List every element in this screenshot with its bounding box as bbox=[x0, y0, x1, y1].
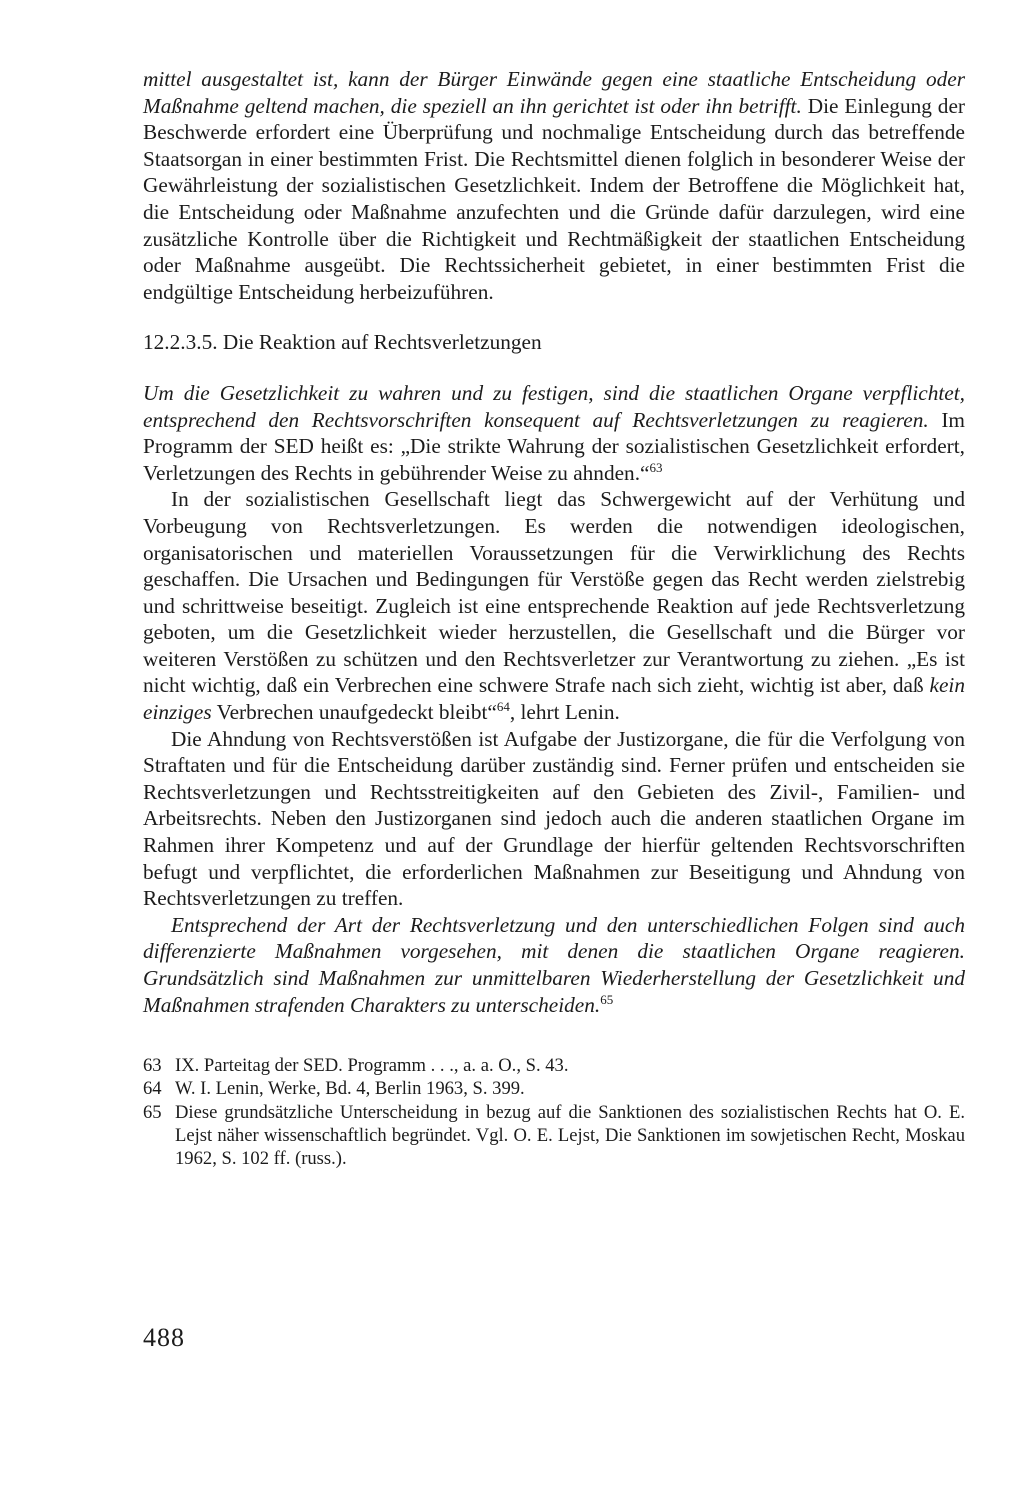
footnote-ref-65[interactable]: 65 bbox=[600, 991, 614, 1007]
footnote-63 bbox=[143, 1054, 965, 1077]
body-text: Verbrechen unaufgedeckt bleibt“ bbox=[211, 700, 497, 725]
body-text: , lehrt Lenin. bbox=[509, 700, 620, 725]
paragraph-gesetzlichkeit bbox=[143, 380, 965, 486]
paragraph-massnahmen bbox=[143, 912, 965, 1018]
body-text: Die Einlegung der Beschwerde erfordert eine Überprüfung und nochmalige Entscheidung durch das betreffende Staatsorgan in einer bestimmten Frist. Die Rechtsmittel dienen folglich in besonderer Weise der Gewährleistung der sozialistischen Gesetzlichkeit. Indem der Betroffene die Möglichkeit hat, die Entscheidung oder Maßnahme anzufechten und die Gründe dafür darzulegen, wird eine zusätzliche Kontrolle über die Richtigkeit und Rechtmäßigkeit der staatlichen Entscheidung oder Maßnahme ausgeübt. Die Rechtssicherheit gebietet, in einer bestimmten Frist die endgültige Entscheidung herbeizuführen. bbox=[143, 93, 965, 304]
footnote-text: W. I. Lenin, Werke, Bd. 4, Berlin 1963, S. 399. bbox=[175, 1078, 525, 1100]
paragraph-rechtsmittel bbox=[143, 66, 965, 305]
italic-text: Um die Gesetzlichkeit zu wahren und zu festigen, sind die staatlichen Organe verpflichtet, entsprechend den Rechtsvorschriften konsequent auf Rechtsverletzungen zu reagieren. bbox=[143, 380, 965, 432]
footnote-64 bbox=[143, 1077, 965, 1100]
footnote-ref-63[interactable]: 63 bbox=[649, 459, 663, 475]
body-text: In der sozialistischen Gesellschaft liegt das Schwergewicht auf der Verhütung und Vorbeugung von Rechtsverletzungen. Es werden die notwendigen ideologischen, organisatorischen und materiellen Voraussetzungen für die Verwirklichung des Rechts geschaffen. Die Ursachen und Bedingungen für Verstöße gegen das Recht werden zielstrebig und schrittweise beseitigt. Zugleich ist eine entsprechende Reaktion auf jede Rechtsverletzung geboten, um die Gesetzlichkeit wieder herzustellen, die Gesellschaft und die Bürger vor weiteren Verstößen zu schützen und den Rechtsverletzer zur Verantwortung zu ziehen. „Es ist nicht wichtig, daß ein Verbrechen eine schwere Strafe nach sich zieht, wichtig ist aber, daß bbox=[143, 487, 965, 698]
paragraph-justizorgane bbox=[143, 726, 965, 912]
italic-text: Entsprechend der Art der Rechtsverletzung und den unterschiedlichen Folgen sind auch differenzierte Maßnahmen vorgesehen, mit denen die staatlichen Organe reagieren. Grundsätzlich sind Maßnahmen zur unmittelbaren Wiederherstellung der Gesetzlichkeit und Maßnahmen strafenden Charakters zu unterscheiden. bbox=[143, 912, 965, 1017]
paragraph-vorbeugung bbox=[143, 486, 965, 725]
footnote-65 bbox=[143, 1101, 965, 1171]
page-body bbox=[143, 66, 965, 1170]
footnote-number: 63 bbox=[143, 1055, 162, 1077]
page-number: 488 bbox=[143, 1323, 185, 1352]
footnote-number: 65 bbox=[143, 1101, 162, 1123]
italic-text: kein einziges bbox=[143, 673, 965, 725]
italic-text: mittel ausgestaltet ist, kann der Bürger Einwände gegen eine staatliche Entscheidung oder Maßnahme geltend machen, die speziell an ihn gerichtet ist oder ihn betrifft. bbox=[143, 67, 965, 118]
footnotes bbox=[143, 1054, 965, 1170]
body-text: Die Ahndung von Rechtsverstößen ist Aufgabe der Justizorgane, die für die Verfolgung von Straftaten und für die Entscheidung darüber zuständig sind. Ferner prüfen und entscheiden sie Rechtsverletzungen und Rechtsstreitigkeiten auf den Gebieten des Zivil-, Familien- und Arbeitsrechts. Neben den Justizorganen sind jedoch auch die anderen staatlichen Organe im Rahmen ihrer Kompetenz und auf der Grundlage der hierfür geltenden Rechtsvorschriften befugt und verpflichtet, die erforderlichen Maßnahmen zur Beseitigung und Ahndung von Rechtsverletzungen zu treffen. bbox=[143, 726, 965, 911]
footnote-text: Diese grundsätzliche Unterscheidung in bezug auf die Sanktionen des sozialistischen Rechts hat O. E. Lejst näher wissenschaftlich begründet. Vgl. O. E. Lejst, Die Sanktionen im sowjetischen Recht, Moskau 1962, S. 102 ff. (russ.). bbox=[175, 1101, 965, 1169]
footnote-number: 64 bbox=[143, 1078, 162, 1100]
footnote-text: IX. Parteitag der SED. Programm . . ., a. a. O., S. 43. bbox=[175, 1055, 569, 1077]
body-text: Im Programm der SED heißt es: „Die strikte Wahrung der sozialistischen Gesetzlichkeit erfordert, Verletzungen des Rechts in gebührender Weise zu ahnden.“ bbox=[143, 407, 965, 485]
section-heading: 12.2.3.5. Die Reaktion auf Rechtsverletzungen bbox=[143, 330, 542, 355]
footnote-ref-64[interactable]: 64 bbox=[496, 698, 510, 714]
